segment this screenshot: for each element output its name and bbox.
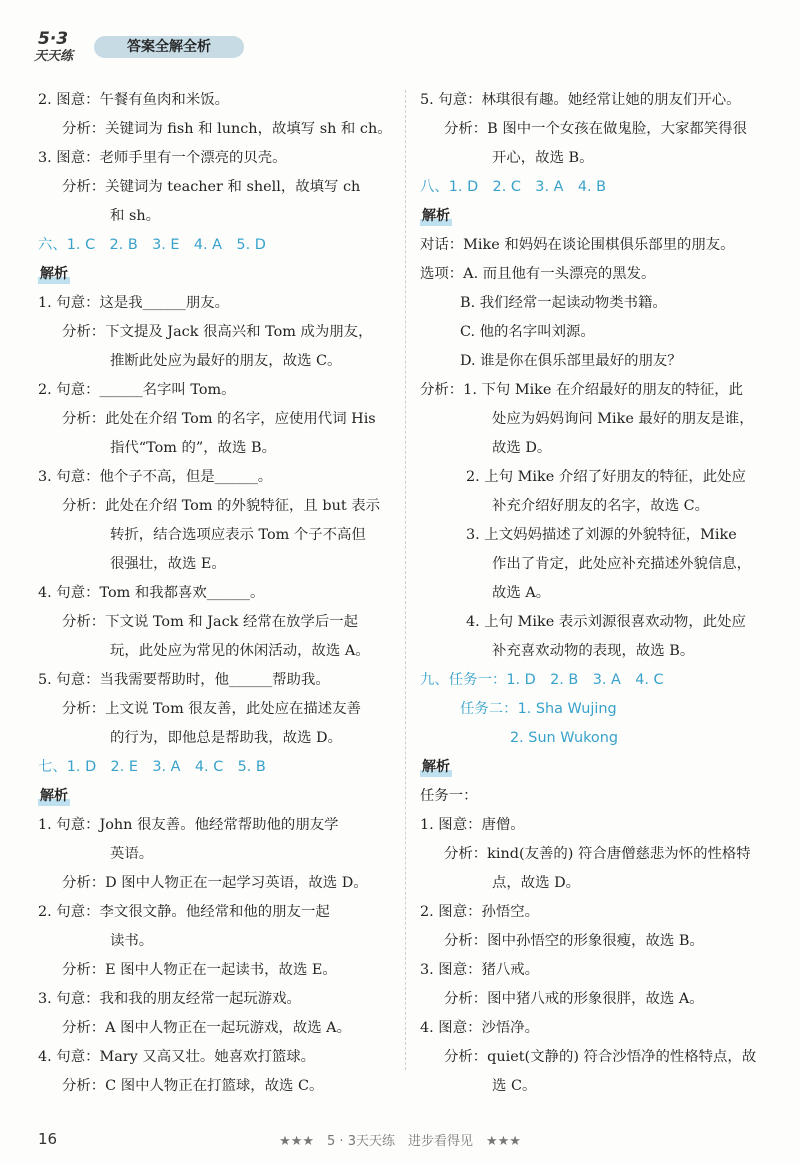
text-line: 2. 句意：______名字叫 Tom。 — [38, 382, 236, 398]
analysis-label: 解析 — [38, 782, 70, 811]
column-divider — [405, 90, 406, 1070]
text-line: 分析：B 图中一个女孩在做鬼脸，大家都笑得很 — [444, 121, 747, 137]
text-line: 推断此处应为最好的朋友，故选 C。 — [110, 353, 342, 369]
header-title: 答案全解全析 — [94, 36, 244, 58]
text-line: 分析：上文说 Tom 很友善，此处应在描述友善 — [62, 701, 361, 717]
text-line: 3. 句意：我和我的朋友经常一起玩游戏。 — [38, 991, 301, 1007]
text-line: 开心，故选 B。 — [492, 150, 594, 166]
section-label — [38, 260, 395, 289]
text-line: 2. 图意：孙悟空。 — [420, 904, 540, 920]
text-line: 的行为，即他总是帮助我，故选 D。 — [110, 730, 342, 746]
text-line: 3. 图意：老师手里有一个漂亮的贝壳。 — [38, 150, 287, 166]
text-line: 和 sh。 — [110, 208, 161, 224]
text-line: 选 C。 — [492, 1078, 537, 1094]
section-label — [420, 202, 776, 231]
brand-logo — [34, 30, 94, 70]
section-answers: 七、1. D 2. E 3. A 4. C 5. B — [38, 759, 266, 775]
text-line: 分析：图中猪八戒的形象很胖，故选 A。 — [444, 991, 704, 1007]
text-line: 4. 句意：Tom 和我都喜欢______。 — [38, 585, 265, 601]
text-line: 故选 D。 — [492, 440, 552, 456]
text-line: 2. 上句 Mike 介绍了好朋友的特征，此处应 — [466, 469, 746, 485]
page-footer — [0, 1130, 800, 1156]
text-line: 作出了肯定，此处应补充描述外貌信息， — [492, 556, 752, 572]
text-line: 2. 句意：李文很文静。他经常和他的朋友一起 — [38, 904, 330, 920]
footer-slogan: ★★★ 5 · 3天天练 进步看得见 ★★★ — [279, 1134, 521, 1149]
left-column — [38, 86, 395, 1101]
text-line: 1. 句意：这是我______朋友。 — [38, 295, 229, 311]
text-line: 玩，此处应为常见的休闲活动，故选 A。 — [110, 643, 370, 659]
text-line: 分析：此处在介绍 Tom 的名字，应使用代词 His — [62, 411, 376, 427]
text-line: 分析：下文提及 Jack 很高兴和 Tom 成为朋友， — [62, 324, 373, 340]
section-label — [420, 753, 776, 782]
text-line: B. 我们经常一起读动物类书籍。 — [460, 295, 667, 311]
text-line: 分析：关键词为 teacher 和 shell，故填写 ch — [62, 179, 361, 195]
text-line: 很强壮，故选 E。 — [110, 556, 226, 572]
page-number: 16 — [38, 1130, 58, 1148]
text-line: 读书。 — [110, 933, 154, 949]
text-line: 分析：下文说 Tom 和 Jack 经常在放学后一起 — [62, 614, 359, 630]
text-line: 2. 图意：午餐有鱼肉和米饭。 — [38, 92, 229, 108]
text-line: 4. 图意：沙悟净。 — [420, 1020, 540, 1036]
text-line: 点，故选 D。 — [492, 875, 581, 891]
text-line: 4. 上句 Mike 表示刘源很喜欢动物，此处应 — [466, 614, 746, 630]
text-line: 分析：关键词为 fish 和 lunch，故填写 sh 和 ch。 — [62, 121, 392, 137]
text-line: 故选 A。 — [492, 585, 551, 601]
text-line: 分析：E 图中人物正在一起读书，故选 E。 — [62, 962, 337, 978]
section-answers: 八、1. D 2. C 3. A 4. B — [420, 179, 607, 195]
text-line: 转折，结合选项应表示 Tom 个子不高但 — [110, 527, 366, 543]
text-line: 分析：1. 下句 Mike 在介绍最好的朋友的特征，此 — [420, 382, 744, 398]
text-line: 补充介绍好朋友的名字，故选 C。 — [492, 498, 710, 514]
text-line: 1. 图意：唐僧。 — [420, 817, 525, 833]
text-line: 1. 句意：John 很友善。他经常帮助他的朋友学 — [38, 817, 339, 833]
text-line: 补充喜欢动物的表现，故选 B。 — [492, 643, 695, 659]
section-answers: 六、1. C 2. B 3. E 4. A 5. D — [38, 237, 266, 253]
logo-top-text: 5·3 — [38, 29, 69, 49]
text-line: 分析：此处在介绍 Tom 的外貌特征，且 but 表示 — [62, 498, 380, 514]
text-line: 处应为妈妈询问 Mike 最好的朋友是谁， — [492, 411, 754, 427]
text-line: C. 他的名字叫刘源。 — [460, 324, 595, 340]
text-line: 选项：A. 而且他有一头漂亮的黑发。 — [420, 266, 656, 282]
text-line: 分析：kind(友善的) 符合唐僧慈悲为怀的性格特 — [444, 846, 751, 862]
text-line: 分析：A 图中人物正在一起玩游戏，故选 A。 — [62, 1020, 351, 1036]
text-line: 任务一： — [420, 788, 478, 804]
text-line: 3. 上文妈妈描述了刘源的外貌特征，Mike — [466, 527, 737, 543]
section-answers: 九、任务一：1. D 2. B 3. A 4. C — [420, 672, 664, 688]
right-column — [420, 86, 776, 1101]
analysis-label: 解析 — [38, 260, 70, 289]
text-line: 3. 句意：他个子不高，但是______。 — [38, 469, 273, 485]
text-line: 3. 图意：猪八戒。 — [420, 962, 540, 978]
text-line: 分析：图中孙悟空的形象很瘦，故选 B。 — [444, 933, 704, 949]
text-line: 分析：quiet(文静的) 符合沙悟净的性格特点，故 — [444, 1049, 757, 1065]
logo-bottom-text: 天天练 — [34, 49, 74, 64]
task-two-answer: 任务二：1. Sha Wujing — [460, 701, 617, 717]
task-two-answer: 2. Sun Wukong — [510, 730, 618, 746]
text-line: 5. 句意：林琪很有趣。她经常让她的朋友们开心。 — [420, 92, 741, 108]
analysis-label: 解析 — [420, 753, 452, 782]
text-line: D. 谁是你在俱乐部里最好的朋友？ — [460, 353, 682, 369]
text-line: 分析：D 图中人物正在一起学习英语，故选 D。 — [62, 875, 368, 891]
text-line: 英语。 — [110, 846, 154, 862]
text-line: 分析：C 图中人物正在打篮球，故选 C。 — [62, 1078, 324, 1094]
text-line: 4. 句意：Mary 又高又壮。她喜欢打篮球。 — [38, 1049, 316, 1065]
section-label — [38, 782, 395, 811]
text-line: 对话：Mike 和妈妈在谈论围棋俱乐部里的朋友。 — [420, 237, 735, 253]
text-line: 指代“Tom 的”，故选 B。 — [110, 440, 276, 456]
analysis-label: 解析 — [420, 202, 452, 231]
text-line: 5. 句意：当我需要帮助时，他______帮助我。 — [38, 672, 330, 688]
